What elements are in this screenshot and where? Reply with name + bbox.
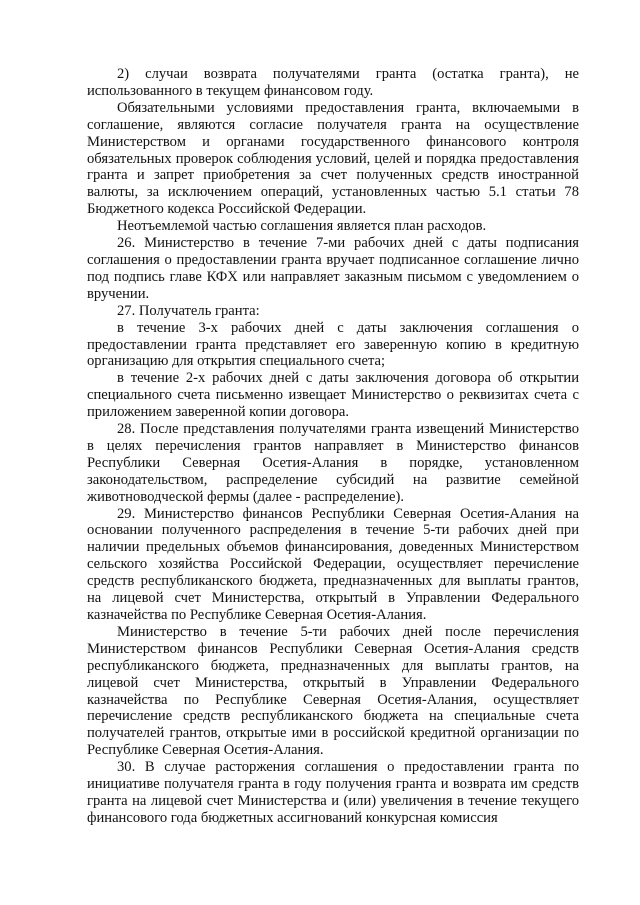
- paragraph-clause-30: 30. В случае расторжения соглашения о предоставлении гранта по инициативе получателя гранта в году получения гранта и возврата им средств гранта на лицевой счет Министерства и (или) увеличения в течение текущего финансового года бюджетных ассигнований конкурсная комиссия: [87, 759, 579, 826]
- paragraph-mandatory-conditions: Обязательными условиями предоставления гранта, включаемыми в соглашение, являются согласие получателя гранта на осуществление Министерством и органами государственного финансового контроля обязательных проверок соблюдения условий, целей и порядка предоставления гранта и запрет приобретения за счет полученных средств иностранной валюты, за исключением операций, установленных частью 5.1 статьи 78 Бюджетного кодекса Российской Федерации.: [87, 99, 579, 218]
- paragraph-clause-27-copy: в течение 3-х рабочих дней с даты заключения соглашения о предоставлении гранта представляет его заверенную копию в кредитную организацию для открытия специального счета;: [87, 319, 579, 370]
- paragraph-clause-29: 29. Министерство финансов Республики Северная Осетия-Алания на основании полученного распределения в течение 5-ти рабочих дней при наличии предельных объемов финансирования, доведенных Министерством сельского хозяйства Российской Федерации, осуществляет перечисление средств республиканского бюджета, предназначенных для выплаты грантов, на лицевой счет Министерства, открытый в Управлении Федерального казначейства по Республике Северная Осетия-Алания.: [87, 505, 579, 623]
- paragraph-clause-29-transfer: Министерство в течение 5-ти рабочих дней после перечисления Министерством финансов Республики Северная Осетия-Алания средств республиканского бюджета, предназначенных для выплаты грантов, на лицевой счет Министерства, открытый в Управлении Федерального казначейства по Республике Северная Осетия-Алания, осуществляет перечисление средств республиканского бюджета на специальные счета получателей грантов, открытые ими в российской кредитной организации по Республике Северная Осетия-Алания.: [87, 623, 579, 759]
- paragraph-clause-27-notify: в течение 2-х рабочих дней с даты заключения договора об открытии специального счета письменно извещает Министерство о реквизитах счета с приложением заверенной копии договора.: [87, 370, 579, 421]
- paragraph-item-2-refund: 2) случаи возврата получателями гранта (остатка гранта), не использованного в текущем финансовом году.: [87, 66, 579, 99]
- paragraph-clause-26: 26. Министерство в течение 7-ми рабочих дней с даты подписания соглашения о предоставлении гранта вручает подписанное соглашение лично под подпись главе КФХ или направляет заказным письмом с уведомлением о вручении.: [87, 235, 579, 302]
- paragraph-clause-28: 28. После представления получателями гранта извещений Министерство в целях перечисления грантов направляет в Министерство финансов Республики Северная Осетия-Алания в порядке, установленном законодательством, распределение субсидий на развитие семейной животноводческой фермы (далее - распределение).: [87, 421, 579, 505]
- paragraph-expense-plan: Неотъемлемой частью соглашения является план расходов.: [117, 218, 487, 235]
- paragraph-clause-27: 27. Получатель гранта:: [117, 302, 260, 319]
